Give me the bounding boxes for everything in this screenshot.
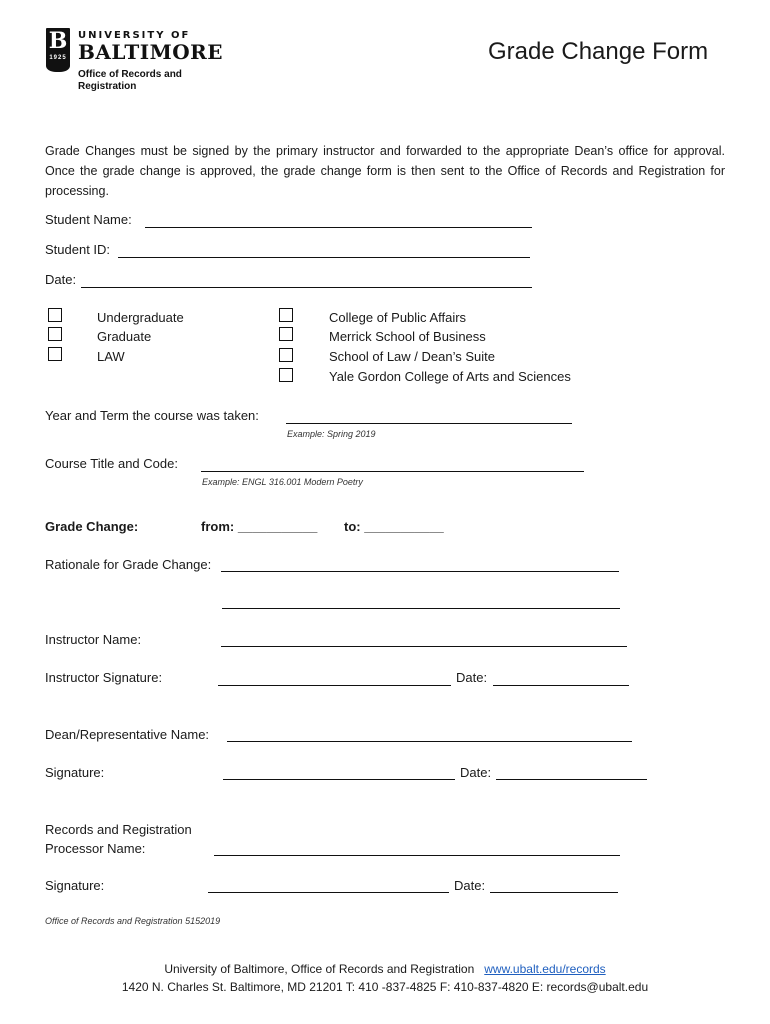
records-name-field[interactable]	[214, 855, 620, 856]
course-title-hint: Example: ENGL 316.001 Modern Poetry	[202, 477, 363, 487]
grade-from-field[interactable]: from: ___________	[201, 519, 318, 534]
merrick-business-checkbox[interactable]	[279, 327, 293, 341]
grade-to-field[interactable]: to: ___________	[344, 519, 444, 534]
date-label: Date:	[45, 272, 77, 287]
records-website-link[interactable]: www.ubalt.edu/records	[484, 962, 606, 976]
law-checkbox[interactable]	[48, 347, 62, 361]
dean-name-label: Dean/Representative Name:	[45, 727, 210, 742]
page-title: Grade Change Form	[488, 38, 709, 65]
instructor-signature-field[interactable]	[218, 685, 451, 686]
footer-line-1	[0, 962, 770, 976]
logo-letter: B	[48, 28, 68, 54]
level-option: LAW	[97, 349, 125, 364]
footer-office-text: University of Baltimore, Office of Records and Registration	[164, 962, 475, 976]
rationale-field-line-1[interactable]	[221, 571, 619, 572]
instructor-date-field[interactable]	[493, 685, 629, 686]
college-public-affairs-checkbox[interactable]	[279, 308, 293, 322]
dean-signature-field[interactable]	[223, 779, 455, 780]
logo-year: 1925	[49, 55, 67, 61]
records-name-label-line1: Records and Registration	[45, 822, 192, 837]
logo-office-name: Office of Records and Registration	[78, 69, 182, 92]
school-of-law-checkbox[interactable]	[279, 348, 293, 362]
yale-gordon-checkbox[interactable]	[279, 368, 293, 382]
instructor-signature-label: Instructor Signature:	[45, 670, 163, 685]
form-reference: Office of Records and Registration 5152019	[45, 916, 221, 926]
dean-signature-label: Signature:	[45, 765, 105, 780]
records-name-label-line2: Processor Name:	[45, 841, 146, 856]
logo-university-of: UNIVERSITY OF	[78, 30, 191, 41]
student-name-label: Student Name:	[45, 212, 132, 227]
records-date-label: Date:	[454, 878, 486, 893]
date-field[interactable]	[81, 287, 532, 288]
term-hint: Example: Spring 2019	[287, 429, 376, 439]
level-option: Graduate	[97, 329, 152, 344]
intro-paragraph: Grade Changes must be signed by the primary instructor and forwarded to the appropriate Dean’s office for approval. Once the grade change is approved, the grade change form is then sent to the Office of Records and Registration for processing.	[45, 144, 725, 198]
university-logo	[46, 28, 246, 98]
college-option: School of Law / Dean’s Suite	[329, 349, 495, 364]
logo-baltimore: BALTIMORE	[78, 40, 224, 64]
college-option: College of Public Affairs	[329, 310, 467, 325]
term-label: Year and Term the course was taken:	[45, 408, 259, 423]
rationale-field-line-2[interactable]	[222, 608, 620, 609]
instructor-name-label: Instructor Name:	[45, 632, 142, 647]
college-option: Merrick School of Business	[329, 329, 486, 344]
dean-name-field[interactable]	[227, 741, 632, 742]
level-option: Undergraduate	[97, 310, 184, 325]
footer-line-2: 1420 N. Charles St. Baltimore, MD 21201 T: 410 -837-4825 F: 410-837-4820 E: records@ubalt.edu	[121, 980, 649, 994]
instructor-name-field[interactable]	[221, 646, 627, 647]
student-id-field[interactable]	[118, 257, 530, 258]
rationale-label: Rationale for Grade Change:	[45, 557, 212, 572]
course-title-field[interactable]	[201, 471, 584, 472]
dean-date-label: Date:	[460, 765, 492, 780]
student-id-label: Student ID:	[45, 242, 111, 257]
instructor-date-label: Date:	[456, 670, 488, 685]
records-date-field[interactable]	[490, 892, 618, 893]
records-signature-field[interactable]	[208, 892, 449, 893]
term-field[interactable]	[286, 423, 572, 424]
dean-date-field[interactable]	[496, 779, 647, 780]
undergraduate-checkbox[interactable]	[48, 308, 62, 322]
student-name-field[interactable]	[145, 227, 532, 228]
graduate-checkbox[interactable]	[48, 327, 62, 341]
grade-change-label: Grade Change:	[45, 519, 139, 534]
course-title-label: Course Title and Code:	[45, 456, 178, 471]
college-option: Yale Gordon College of Arts and Sciences	[329, 369, 571, 384]
records-signature-label: Signature:	[45, 878, 105, 893]
